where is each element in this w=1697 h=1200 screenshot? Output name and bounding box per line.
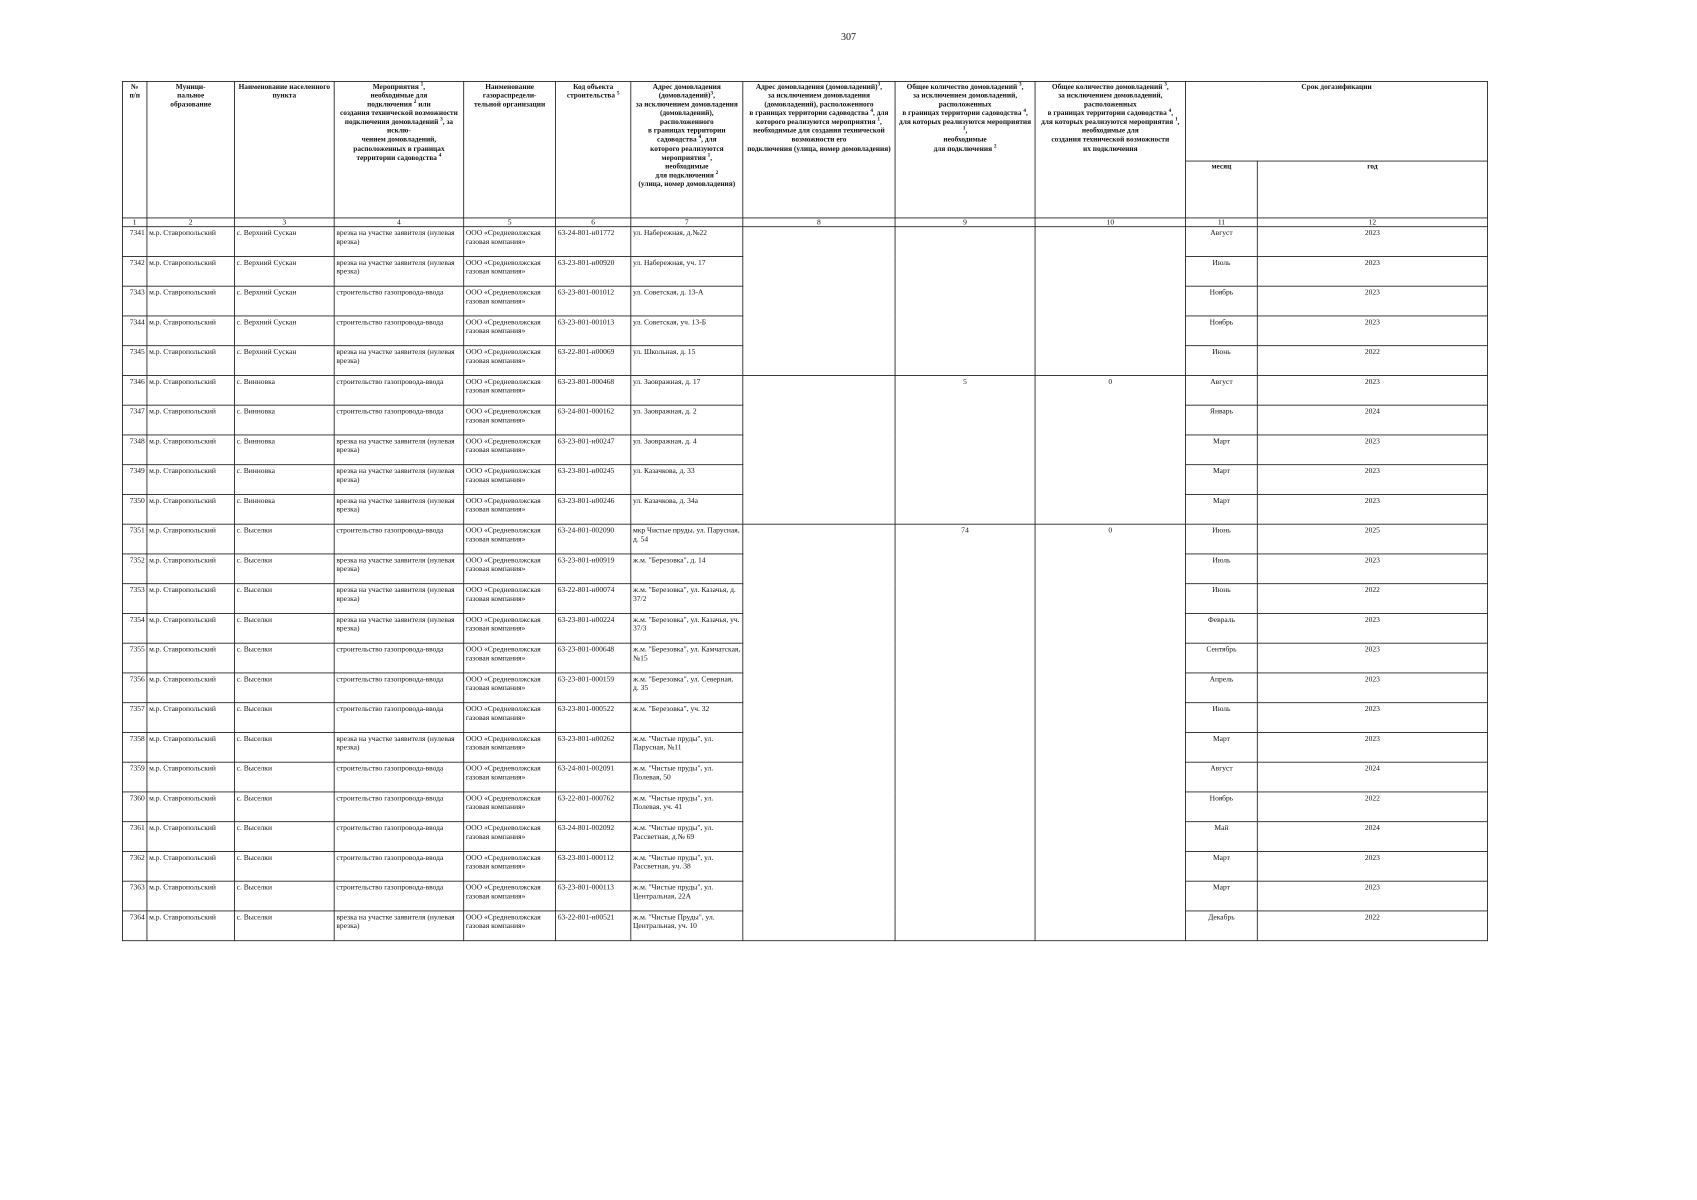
municipality: м.р. Ставропольский	[147, 346, 235, 376]
address: ж.м. "Березовка", уч. 32	[631, 703, 743, 733]
header-cell: Адрес домовладения (домовладений)$^3$, за исключением домовладения (домовладений), расположенного в границах территории садоводства $^4$, для которого реализуются мероприятия $^1$, необходимые для создания технической возможности его подключения (улица, номер домовладения)	[743, 81, 895, 218]
row-number: 7354	[122, 613, 147, 643]
deadline-month: Ноябрь	[1186, 286, 1258, 316]
object-code: 63-22-801-н00074	[556, 584, 631, 614]
deadline-month: Июнь	[1186, 524, 1258, 554]
column-number: 6	[556, 218, 631, 227]
row-number: 7352	[122, 554, 147, 584]
object-code: 63-23-801-н00224	[556, 613, 631, 643]
gas-company: ООО «Средневолжская газовая компания»	[464, 584, 556, 614]
deadline-month: Август	[1186, 762, 1258, 792]
municipality: м.р. Ставропольский	[147, 524, 235, 554]
settlement: с. Винновка	[234, 375, 334, 405]
row-number: 7349	[122, 465, 147, 495]
deadline-month: Ноябрь	[1186, 792, 1258, 822]
object-code: 63-24-801-002092	[556, 822, 631, 852]
municipality: м.р. Ставропольский	[147, 911, 235, 941]
deadline-month: Сентябрь	[1186, 643, 1258, 673]
address: ул. Заовражная, д. 2	[631, 405, 743, 435]
gas-company: ООО «Средневолжская газовая компания»	[464, 792, 556, 822]
measure: строительство газопровода-ввода	[334, 316, 464, 346]
municipality: м.р. Ставропольский	[147, 375, 235, 405]
count-technical-cell	[1035, 227, 1186, 376]
settlement: с. Верхний Сускан	[234, 286, 334, 316]
header-cell: Адрес домовладения (домовладений)$^3$, за исключением домовладения (домовладений), расположенного в границах территории садоводства $^4$, для которого реализуются мероприятия $^1$, необходимые для подключения $^2$ (улица, номер домовладения)	[631, 81, 743, 218]
deadline-year: 2024	[1257, 405, 1487, 435]
deadline-year: 2023	[1257, 673, 1487, 703]
gas-company: ООО «Средневолжская газовая компания»	[464, 703, 556, 733]
gasification-table	[122, 81, 1488, 941]
deadline-year: 2023	[1257, 227, 1487, 257]
count-connection-cell: 5	[895, 375, 1035, 524]
header-row	[122, 81, 1487, 161]
object-code: 63-23-801-н00920	[556, 256, 631, 286]
column-number: 10	[1035, 218, 1186, 227]
object-code: 63-23-801-н00262	[556, 732, 631, 762]
header-cell: № п/п	[122, 81, 147, 218]
address: ж.м. "Чистые пруды", ул. Полевая, уч. 41	[631, 792, 743, 822]
deadline-year: 2022	[1257, 584, 1487, 614]
deadline-month: Март	[1186, 435, 1258, 465]
table-row	[122, 375, 1487, 405]
municipality: м.р. Ставропольский	[147, 792, 235, 822]
table-row	[122, 524, 1487, 554]
address: ж.м. "Чистые пруды", ул. Рассветная, д.№ 69	[631, 822, 743, 852]
object-code: 63-23-801-001013	[556, 316, 631, 346]
settlement: с. Выселки	[234, 703, 334, 733]
object-code: 63-23-801-000112	[556, 851, 631, 881]
object-code: 63-22-801-н00069	[556, 346, 631, 376]
count-connection-cell	[895, 227, 1035, 376]
object-code: 63-23-801-001012	[556, 286, 631, 316]
row-number: 7364	[122, 911, 147, 941]
deadline-year: 2023	[1257, 494, 1487, 524]
deadline-year: 2023	[1257, 375, 1487, 405]
measure: строительство газопровода-ввода	[334, 643, 464, 673]
row-number: 7347	[122, 405, 147, 435]
deadline-month: Июль	[1186, 554, 1258, 584]
deadline-month: Январь	[1186, 405, 1258, 435]
header-cell: Общее количество домовладений $^3$, за исключением домовладений, расположенных в границах территории садоводства $^4$, для которых реализуются мероприятия $^1$, необходимые для подключения $^2$	[895, 81, 1035, 218]
municipality: м.р. Ставропольский	[147, 316, 235, 346]
settlement: с. Выселки	[234, 792, 334, 822]
object-code: 63-24-801-000162	[556, 405, 631, 435]
municipality: м.р. Ставропольский	[147, 643, 235, 673]
measure: врезка на участке заявителя (нулевая врезка)	[334, 584, 464, 614]
gas-company: ООО «Средневолжская газовая компания»	[464, 554, 556, 584]
settlement: с. Винновка	[234, 405, 334, 435]
measure: строительство газопровода-ввода	[334, 851, 464, 881]
measure: врезка на участке заявителя (нулевая врезка)	[334, 435, 464, 465]
count-connection-cell: 74	[895, 524, 1035, 941]
settlement: с. Выселки	[234, 762, 334, 792]
deadline-year: 2023	[1257, 732, 1487, 762]
header-cell: Наименование газораспредели- тельной организации	[464, 81, 556, 218]
measure: строительство газопровода-ввода	[334, 881, 464, 911]
table-row	[122, 227, 1487, 257]
row-number: 7346	[122, 375, 147, 405]
deadline-month: Март	[1186, 732, 1258, 762]
object-code: 63-23-801-000522	[556, 703, 631, 733]
address: ж.м. "Чистые пруды", ул. Центральная, 22А	[631, 881, 743, 911]
address: мкр Чистые пруды, ул. Парусная, д. 54	[631, 524, 743, 554]
settlement: с. Выселки	[234, 613, 334, 643]
deadline-year: 2023	[1257, 703, 1487, 733]
address: ул. Казачкова, д. 34а	[631, 494, 743, 524]
settlement: с. Верхний Сускан	[234, 316, 334, 346]
deadline-month: Ноябрь	[1186, 316, 1258, 346]
address: ж.м. "Березовка", д. 14	[631, 554, 743, 584]
count-technical-cell: 0	[1035, 375, 1186, 524]
deadline-month: Июнь	[1186, 346, 1258, 376]
header-cell: Общее количество домовладений $^3$, за исключением домовладений, расположенных в границах территории садоводства $^4$, для которых реализуются мероприятия $^1$, необходимые для создания технической возможности их подключения	[1035, 81, 1186, 218]
deadline-year: 2023	[1257, 613, 1487, 643]
municipality: м.р. Ставропольский	[147, 465, 235, 495]
address: ж.м. "Березовка", ул. Северная, д. 35	[631, 673, 743, 703]
column-number: 4	[334, 218, 464, 227]
table-body	[122, 218, 1487, 941]
measure: врезка на участке заявителя (нулевая врезка)	[334, 554, 464, 584]
object-code: 63-23-801-000159	[556, 673, 631, 703]
deadline-month: Март	[1186, 465, 1258, 495]
deadline-year: 2023	[1257, 316, 1487, 346]
measure: врезка на участке заявителя (нулевая врезка)	[334, 346, 464, 376]
row-number: 7355	[122, 643, 147, 673]
deadline-month: Август	[1186, 227, 1258, 257]
measure: строительство газопровода-ввода	[334, 762, 464, 792]
address: ул. Советская, уч. 13-Б	[631, 316, 743, 346]
column-number-row	[122, 218, 1487, 227]
count-technical-cell: 0	[1035, 524, 1186, 941]
municipality: м.р. Ставропольский	[147, 703, 235, 733]
gas-company: ООО «Средневолжская газовая компания»	[464, 316, 556, 346]
address: ж.м. "Березовка", ул. Камчатская, №15	[631, 643, 743, 673]
gas-company: ООО «Средневолжская газовая компания»	[464, 435, 556, 465]
measure: строительство газопровода-ввода	[334, 822, 464, 852]
gas-company: ООО «Средневолжская газовая компания»	[464, 911, 556, 941]
measure: строительство газопровода-ввода	[334, 405, 464, 435]
address: ул. Набережная, уч. 17	[631, 256, 743, 286]
municipality: м.р. Ставропольский	[147, 554, 235, 584]
deadline-month: Март	[1186, 881, 1258, 911]
row-number: 7351	[122, 524, 147, 554]
object-code: 63-23-801-000468	[556, 375, 631, 405]
deadline-year: 2023	[1257, 256, 1487, 286]
measure: врезка на участке заявителя (нулевая врезка)	[334, 465, 464, 495]
column-number: 11	[1186, 218, 1258, 227]
municipality: м.р. Ставропольский	[147, 256, 235, 286]
measure: строительство газопровода-ввода	[334, 673, 464, 703]
row-number: 7342	[122, 256, 147, 286]
gas-company: ООО «Средневолжская газовая компания»	[464, 465, 556, 495]
measure: строительство газопровода-ввода	[334, 524, 464, 554]
address: ж.м. "Чистые пруды", ул. Рассветная, уч. 38	[631, 851, 743, 881]
measure: врезка на участке заявителя (нулевая врезка)	[334, 227, 464, 257]
settlement: с. Выселки	[234, 881, 334, 911]
row-number: 7348	[122, 435, 147, 465]
deadline-year: 2025	[1257, 524, 1487, 554]
deadline-month: Апрель	[1186, 673, 1258, 703]
deadline-year: 2024	[1257, 762, 1487, 792]
address-technical-cell	[743, 524, 895, 941]
object-code: 63-24-801-н01772	[556, 227, 631, 257]
object-code: 63-22-801-000762	[556, 792, 631, 822]
gas-company: ООО «Средневолжская газовая компания»	[464, 346, 556, 376]
column-number: 2	[147, 218, 235, 227]
header-cell-year: год	[1257, 161, 1487, 218]
row-number: 7341	[122, 227, 147, 257]
column-number: 5	[464, 218, 556, 227]
header-cell: Мероприятия $^1$, необходимые для подключения $^2$ или создания технической возможности подключения домовладений $^3$, за исклю- чением домовладений, расположенных в границах территории садоводства $^4$	[334, 81, 464, 218]
measure: строительство газопровода-ввода	[334, 792, 464, 822]
row-number: 7343	[122, 286, 147, 316]
deadline-month: Август	[1186, 375, 1258, 405]
municipality: м.р. Ставропольский	[147, 494, 235, 524]
header-cell: Код объекта строительства $^5$	[556, 81, 631, 218]
gas-company: ООО «Средневолжская газовая компания»	[464, 375, 556, 405]
header-cell: Муници- пальное образование	[147, 81, 235, 218]
gas-company: ООО «Средневолжская газовая компания»	[464, 524, 556, 554]
gas-company: ООО «Средневолжская газовая компания»	[464, 494, 556, 524]
gas-company: ООО «Средневолжская газовая компания»	[464, 227, 556, 257]
row-number: 7356	[122, 673, 147, 703]
municipality: м.р. Ставропольский	[147, 822, 235, 852]
deadline-year: 2022	[1257, 911, 1487, 941]
gas-company: ООО «Средневолжская газовая компания»	[464, 286, 556, 316]
deadline-year: 2023	[1257, 851, 1487, 881]
column-number: 7	[631, 218, 743, 227]
deadline-month: Март	[1186, 494, 1258, 524]
municipality: м.р. Ставропольский	[147, 286, 235, 316]
row-number: 7361	[122, 822, 147, 852]
municipality: м.р. Ставропольский	[147, 762, 235, 792]
document-body	[122, 81, 1487, 941]
measure: врезка на участке заявителя (нулевая врезка)	[334, 494, 464, 524]
deadline-month: Июль	[1186, 703, 1258, 733]
address: ул. Советская, д. 13-А	[631, 286, 743, 316]
address: ж.м. "Березовка", ул. Казачья, уч. 37/3	[631, 613, 743, 643]
deadline-month: Июнь	[1186, 584, 1258, 614]
row-number: 7358	[122, 732, 147, 762]
deadline-year: 2024	[1257, 822, 1487, 852]
object-code: 63-23-801-н00246	[556, 494, 631, 524]
row-number: 7357	[122, 703, 147, 733]
column-number: 1	[122, 218, 147, 227]
object-code: 63-23-801-н00247	[556, 435, 631, 465]
settlement: с. Винновка	[234, 435, 334, 465]
deadline-month: Декабрь	[1186, 911, 1258, 941]
row-number: 7353	[122, 584, 147, 614]
settlement: с. Верхний Сускан	[234, 346, 334, 376]
object-code: 63-23-801-000113	[556, 881, 631, 911]
gas-company: ООО «Средневолжская газовая компания»	[464, 643, 556, 673]
row-number: 7362	[122, 851, 147, 881]
measure: строительство газопровода-ввода	[334, 286, 464, 316]
deadline-month: Май	[1186, 822, 1258, 852]
object-code: 63-24-801-002090	[556, 524, 631, 554]
deadline-month: Март	[1186, 851, 1258, 881]
settlement: с. Выселки	[234, 732, 334, 762]
row-number: 7350	[122, 494, 147, 524]
settlement: с. Выселки	[234, 554, 334, 584]
address: ж.м. "Чистые пруды", ул. Полевая, 50	[631, 762, 743, 792]
municipality: м.р. Ставропольский	[147, 732, 235, 762]
address: ул. Заовражная, д. 4	[631, 435, 743, 465]
address: ул. Заовражная, д. 17	[631, 375, 743, 405]
header-cell-deadline: Срок догазификации	[1186, 81, 1488, 161]
measure: врезка на участке заявителя (нулевая врезка)	[334, 256, 464, 286]
row-number: 7363	[122, 881, 147, 911]
row-number: 7360	[122, 792, 147, 822]
municipality: м.р. Ставропольский	[147, 435, 235, 465]
gas-company: ООО «Средневолжская газовая компания»	[464, 822, 556, 852]
municipality: м.р. Ставропольский	[147, 851, 235, 881]
settlement: с. Выселки	[234, 851, 334, 881]
column-number: 9	[895, 218, 1035, 227]
deadline-year: 2023	[1257, 465, 1487, 495]
gas-company: ООО «Средневолжская газовая компания»	[464, 673, 556, 703]
address: ул. Школьная, д. 15	[631, 346, 743, 376]
gas-company: ООО «Средневолжская газовая компания»	[464, 732, 556, 762]
address: ж.м. "Чистые Пруды", ул. Центральная, уч. 10	[631, 911, 743, 941]
municipality: м.р. Ставропольский	[147, 584, 235, 614]
gas-company: ООО «Средневолжская газовая компания»	[464, 256, 556, 286]
settlement: с. Винновка	[234, 494, 334, 524]
settlement: с. Верхний Сускан	[234, 227, 334, 257]
settlement: с. Выселки	[234, 643, 334, 673]
settlement: с. Выселки	[234, 911, 334, 941]
address: ж.м. "Чистые пруды", ул. Парусная, №11	[631, 732, 743, 762]
settlement: с. Винновка	[234, 465, 334, 495]
column-number: 12	[1257, 218, 1487, 227]
page-number: 307	[841, 32, 856, 43]
gas-company: ООО «Средневолжская газовая компания»	[464, 405, 556, 435]
deadline-year: 2023	[1257, 881, 1487, 911]
deadline-year: 2023	[1257, 554, 1487, 584]
object-code: 63-24-801-002091	[556, 762, 631, 792]
settlement: с. Выселки	[234, 673, 334, 703]
address-technical-cell	[743, 227, 895, 376]
gas-company: ООО «Средневолжская газовая компания»	[464, 613, 556, 643]
measure: врезка на участке заявителя (нулевая врезка)	[334, 732, 464, 762]
address: ул. Набережная, д.№22	[631, 227, 743, 257]
settlement: с. Выселки	[234, 822, 334, 852]
measure: строительство газопровода-ввода	[334, 703, 464, 733]
gas-company: ООО «Средневолжская газовая компания»	[464, 881, 556, 911]
address: ул. Казачкова, д. 33	[631, 465, 743, 495]
object-code: 63-23-801-н00919	[556, 554, 631, 584]
settlement: с. Выселки	[234, 584, 334, 614]
header-cell-month: месяц	[1186, 161, 1258, 218]
measure: строительство газопровода-ввода	[334, 375, 464, 405]
gas-company: ООО «Средневолжская газовая компания»	[464, 851, 556, 881]
gas-company: ООО «Средневолжская газовая компания»	[464, 762, 556, 792]
deadline-year: 2022	[1257, 792, 1487, 822]
settlement: с. Выселки	[234, 524, 334, 554]
municipality: м.р. Ставропольский	[147, 613, 235, 643]
row-number: 7345	[122, 346, 147, 376]
measure: врезка на участке заявителя (нулевая врезка)	[334, 613, 464, 643]
deadline-year: 2023	[1257, 643, 1487, 673]
deadline-year: 2023	[1257, 286, 1487, 316]
deadline-year: 2022	[1257, 346, 1487, 376]
deadline-year: 2023	[1257, 435, 1487, 465]
row-number: 7359	[122, 762, 147, 792]
address: ж.м. "Березовка", ул. Казачья, д. 37/2	[631, 584, 743, 614]
column-number: 3	[234, 218, 334, 227]
object-code: 63-23-801-000648	[556, 643, 631, 673]
deadline-month: Июль	[1186, 256, 1258, 286]
object-code: 63-23-801-н00245	[556, 465, 631, 495]
municipality: м.р. Ставропольский	[147, 881, 235, 911]
address-technical-cell	[743, 375, 895, 524]
municipality: м.р. Ставропольский	[147, 227, 235, 257]
header-cell: Наименование населенного пункта	[234, 81, 334, 218]
measure: врезка на участке заявителя (нулевая врезка)	[334, 911, 464, 941]
deadline-month: Февраль	[1186, 613, 1258, 643]
settlement: с. Верхний Сускан	[234, 256, 334, 286]
municipality: м.р. Ставропольский	[147, 673, 235, 703]
column-number: 8	[743, 218, 895, 227]
row-number: 7344	[122, 316, 147, 346]
municipality: м.р. Ставропольский	[147, 405, 235, 435]
object-code: 63-22-801-н00521	[556, 911, 631, 941]
